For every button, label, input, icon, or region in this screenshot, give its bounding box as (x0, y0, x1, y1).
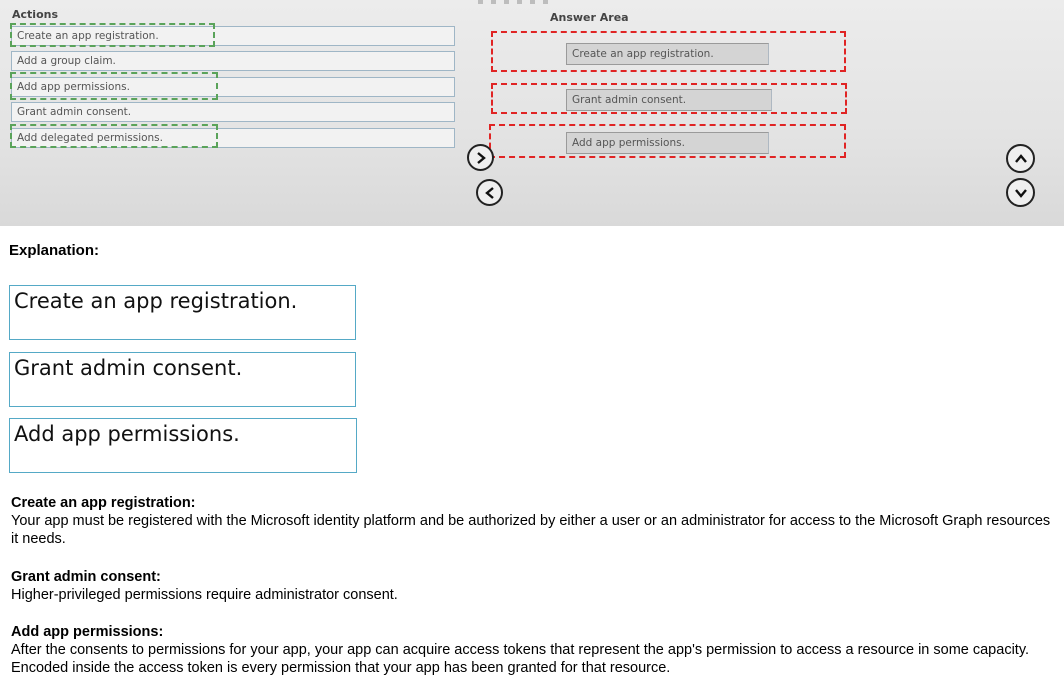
explanation-section-grant (11, 568, 1056, 604)
section-title: Grant admin consent: (11, 569, 161, 585)
action-item-add-group-claim[interactable]: Add a group claim. (11, 51, 455, 71)
section-title: Create an app registration: (11, 495, 196, 511)
drag-drop-panel (0, 0, 1064, 226)
explanation-heading: Explanation: (9, 242, 100, 259)
action-item-create-app-registration[interactable]: Create an app registration. (11, 26, 455, 46)
explanation-section-create (11, 494, 1056, 548)
answer-item-create-app-registration[interactable]: Create an app registration. (566, 43, 769, 65)
section-title: Add app permissions: (11, 624, 164, 640)
panel-grip (478, 0, 548, 4)
action-item-add-app-permissions[interactable]: Add app permissions. (11, 77, 455, 97)
chevron-left-icon (483, 186, 497, 200)
answer-item-add-app-permissions[interactable]: Add app permissions. (566, 132, 769, 154)
answer-box-grant-admin-consent: Grant admin consent. (9, 352, 356, 407)
chevron-right-icon (474, 151, 488, 165)
section-text: Higher-privileged permissions require administrator consent. (11, 587, 398, 603)
chevron-down-icon (1014, 186, 1028, 200)
move-up-button[interactable] (1006, 144, 1035, 173)
move-down-button[interactable] (1006, 178, 1035, 207)
action-item-add-delegated-permissions[interactable]: Add delegated permissions. (11, 128, 455, 148)
answer-box-add-app-permissions: Add app permissions. (9, 418, 357, 473)
move-left-button[interactable] (476, 179, 503, 206)
section-text: After the consents to permissions for your app, your app can acquire access tokens that represent the app's permission to access a resource in some capacity. Encoded inside the access token is every permission that your app has been granted for that resource. (11, 642, 1030, 676)
chevron-up-icon (1014, 152, 1028, 166)
answer-box-create-app-registration: Create an app registration. (9, 285, 356, 340)
actions-heading: Actions (12, 8, 58, 21)
explanation-section-permissions (11, 623, 1056, 677)
section-text: Your app must be registered with the Microsoft identity platform and be authorized by either a user or an administrator for access to the Microsoft Graph resources it needs. (11, 513, 1051, 547)
action-item-grant-admin-consent[interactable]: Grant admin consent. (11, 102, 455, 122)
answer-area-heading: Answer Area (550, 11, 629, 24)
move-right-button[interactable] (467, 144, 494, 171)
answer-item-grant-admin-consent[interactable]: Grant admin consent. (566, 89, 772, 111)
